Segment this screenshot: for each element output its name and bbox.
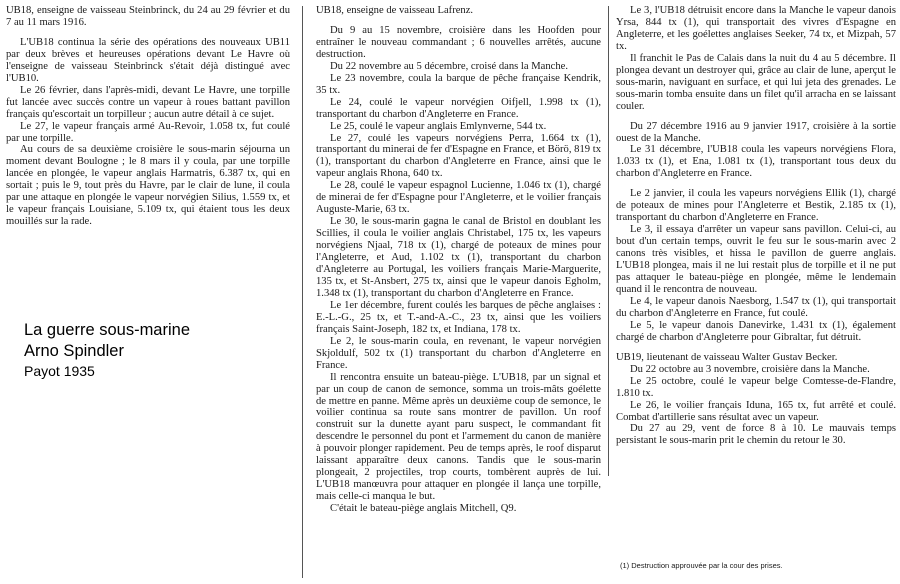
book-publisher: Payot 1935 (24, 363, 95, 379)
section-heading: UB18, enseigne de vaisseau Lafrenz. (316, 5, 474, 16)
section-heading: UB19, lieutenant de vaisseau Walter Gustav Becker. (616, 351, 838, 363)
column-1 (6, 5, 290, 228)
book-credit (24, 320, 190, 380)
footnote: (1) Destruction approuvée par la cour des prises. (620, 561, 783, 570)
column-3 (616, 5, 896, 447)
book-title: La guerre sous-marine (24, 321, 190, 339)
column-divider (302, 6, 303, 578)
paragraph: Le 2, le sous-marin coula, en revenant, le vapeur norvégien Skjoldulf, 502 tx (1) transportant du charbon d'Angleterre en France. (316, 335, 601, 371)
paragraph: L'UB18 continua la série des opérations des nouveaux UB11 par deux brèves et heureuses opérations devant Le Havre où l'enseigne de vaisseau Steinbrinck s'était déjà distingué avec l'UB10. (6, 36, 290, 84)
paragraph: Le 26 février, dans l'après-midi, devant Le Havre, une torpille fut lancée avec succès contre un vapeur à roues battant pavillon français qu'escortait un torpilleur ; aucun autre détail à ce sujet. (6, 84, 290, 120)
paragraph: Du 27 décembre 1916 au 9 janvier 1917, croisière à la sortie ouest de la Manche. (616, 120, 896, 144)
paragraph: Il rencontra ensuite un bateau-piège. L'UB18, par un signal et par un coup de canon de semonce, somma un trois-mâts goélette de mettre en panne. Même après un deuxième coup de semonce, le voilier continua sa route sans montrer de pavillon. Un roof construit sur la dunette ayant paru suspect, le commandant fit descendre le personnel du pont et l'armement du canon de manière à pouvoir plonger rapidement. Peu de temps après, le roof disparut laissant apparaître deux canons. Tandis que le sous-marin plongeait, 2 projectiles, trop courts, tombèrent auprès de lui. L'UB18 manœuvra pour attaquer en plongée il lança une torpille, mais celle-ci manqua le but. (316, 371, 601, 503)
paragraph: Le 1er décembre, furent coulés les barques de pêche anglaises : E.-L.-G., 25 tx, et T.-and-A.-C., 23 tx, ainsi que les voiliers français Saint-Joseph, 182 tx, et Indiana, 178 tx. (316, 299, 601, 335)
paragraph: Le 5, le vapeur danois Danevirke, 1.431 tx (1), également chargé de charbon d'Angleterre pour Gibraltar, fut détruit. (616, 319, 896, 343)
paragraph: Le 31 décembre, l'UB18 coula les vapeurs norvégiens Flora, 1.033 tx (1), et Ena, 1.081 tx (1), transportant tous deux du charbon d'Angleterre en France. (616, 144, 896, 180)
paragraph: Le 27, le vapeur français armé Au-Revoir, 1.058 tx, fut coulé par une torpille. (6, 120, 290, 144)
column-2 (316, 5, 601, 515)
paragraph: Le 30, le sous-marin gagna le canal de Bristol en doublant les Scillies, il coula le voilier anglais Christabel, 175 tx, les vapeurs norvégiens Njaal, 718 tx (1), chargé de poteaux de mines pour l'Angleterre, et Aud, 1.102 tx (1), transportant du charbon d'Angleterre au Portugal, les voiliers français Marie-Marguerite, 135 tx, et St-Ansbert, 275 tx, ainsi que le vapeur danois Egholm, 1.348 tx (1), transportant du charbon d'Angleterre en France. (316, 216, 601, 299)
paragraph: Du 27 au 29, vent de force 8 à 10. Le mauvais temps persistant le sous-marin prit le chemin du retour le 30. (616, 423, 896, 447)
paragraph: Le 26, le voilier français Iduna, 165 tx, fut arrêté et coulé. Combat d'artillerie sans résultat avec un vapeur. (616, 399, 896, 423)
paragraph: Le 3, l'UB18 détruisit encore dans la Manche le vapeur danois Yrsa, 844 tx (1), qui transportait des vivres d'Espagne en Angleterre, et les goélettes anglaises Seeker, 74 tx, et Mizpah, 57 tx. (616, 5, 896, 52)
paragraph: Le 24, coulé le vapeur norvégien Oifjell, 1.998 tx (1), transportant du charbon d'Angleterre en France. (316, 96, 601, 120)
paragraph: Le 3, il essaya d'arrêter un vapeur sans pavillon. Celui-ci, au bout d'un certain temps, ouvrit le feu sur le sous-marin avec 2 canons très visibles, et hissa le pavillon de guerre anglais. L'UB18 plongea, mais il ne lui restait plus de torpille et il ne put pas attaquer le bateau-piège en plongée, même le lendemain quand il le rencontra de nouveau. (616, 224, 896, 295)
paragraph: Du 22 novembre au 5 décembre, croisé dans la Manche. (330, 60, 568, 72)
paragraph: Le 2 janvier, il coula les vapeurs norvégiens Ellik (1), chargé de poteaux de mines pour l'Angleterre et Bestik, 2.185 tx (1), transportant du charbon d'Angleterre en France. (616, 188, 896, 224)
paragraph: Du 22 octobre au 3 novembre, croisière dans la Manche. (630, 363, 870, 375)
section-heading: UB18, enseigne de vaisseau Steinbrinck, du 24 au 29 février et du 7 au 11 mars 1916. (6, 5, 290, 28)
paragraph: Au cours de sa deuxième croisière le sous-marin séjourna un moment devant Boulogne ; le 8 mars il y coula, par une torpille lancée en plongée, le vapeur anglais Harmatris, 6.387 tx, qui en sortait ; puis le 9, tout près du Havre, par le clair de lune, il coula par une attaque en plongée le vapeur norvégien Silius, 1.559 tx, et le vapeur français Louisiane, 5.109 tx, qui étaient tous les deux mouillés sur la rade. (6, 144, 290, 228)
paragraph: C'était le bateau-piège anglais Mitchell, Q9. (330, 503, 517, 515)
paragraph: Le 27, coulé les vapeurs norvégiens Perra, 1.664 tx (1), transportant du minerai de fer d'Espagne en France, et Börö, 819 tx (1), transportant du charbon d'Angleterre en France, ainsi que le vapeur anglais Rhona, 640 tx. (316, 132, 601, 180)
column-divider (608, 6, 609, 476)
paragraph: Du 9 au 15 novembre, croisière dans les Hoofden pour entraîner le nouveau commandant ; 6 nouvelles arrêtés, aucune destruction. (316, 24, 601, 60)
paragraph: Le 25 octobre, coulé le vapeur belge Comtesse-de-Flandre, 1.810 tx. (616, 375, 896, 399)
paragraph: Le 4, le vapeur danois Naesborg, 1.547 tx (1), qui transportait du charbon d'Angleterre en France, fut coulé. (616, 295, 896, 319)
book-author: Arno Spindler (24, 342, 124, 360)
paragraph: Le 25, coulé le vapeur anglais Emlynverne, 544 tx. (330, 120, 547, 132)
paragraph: Le 23 novembre, coula la barque de pêche française Kendrik, 35 tx. (316, 72, 601, 96)
paragraph: Il franchit le Pas de Calais dans la nuit du 4 au 5 décembre. Il plongea devant un destroyer qui, grâce au clair de lune, aperçut le sous-marin, naviguant en surface, et qui lui jeta des grenades. Le sous-marin tomba ensuite dans un filet qu'il arracha en se laissant couler. (616, 52, 896, 112)
paragraph: Le 28, coulé le vapeur espagnol Lucienne, 1.046 tx (1), chargé de minerai de fer d'Espagne pour l'Angleterre, et le voilier français Auguste-Marie, 63 tx. (316, 180, 601, 216)
